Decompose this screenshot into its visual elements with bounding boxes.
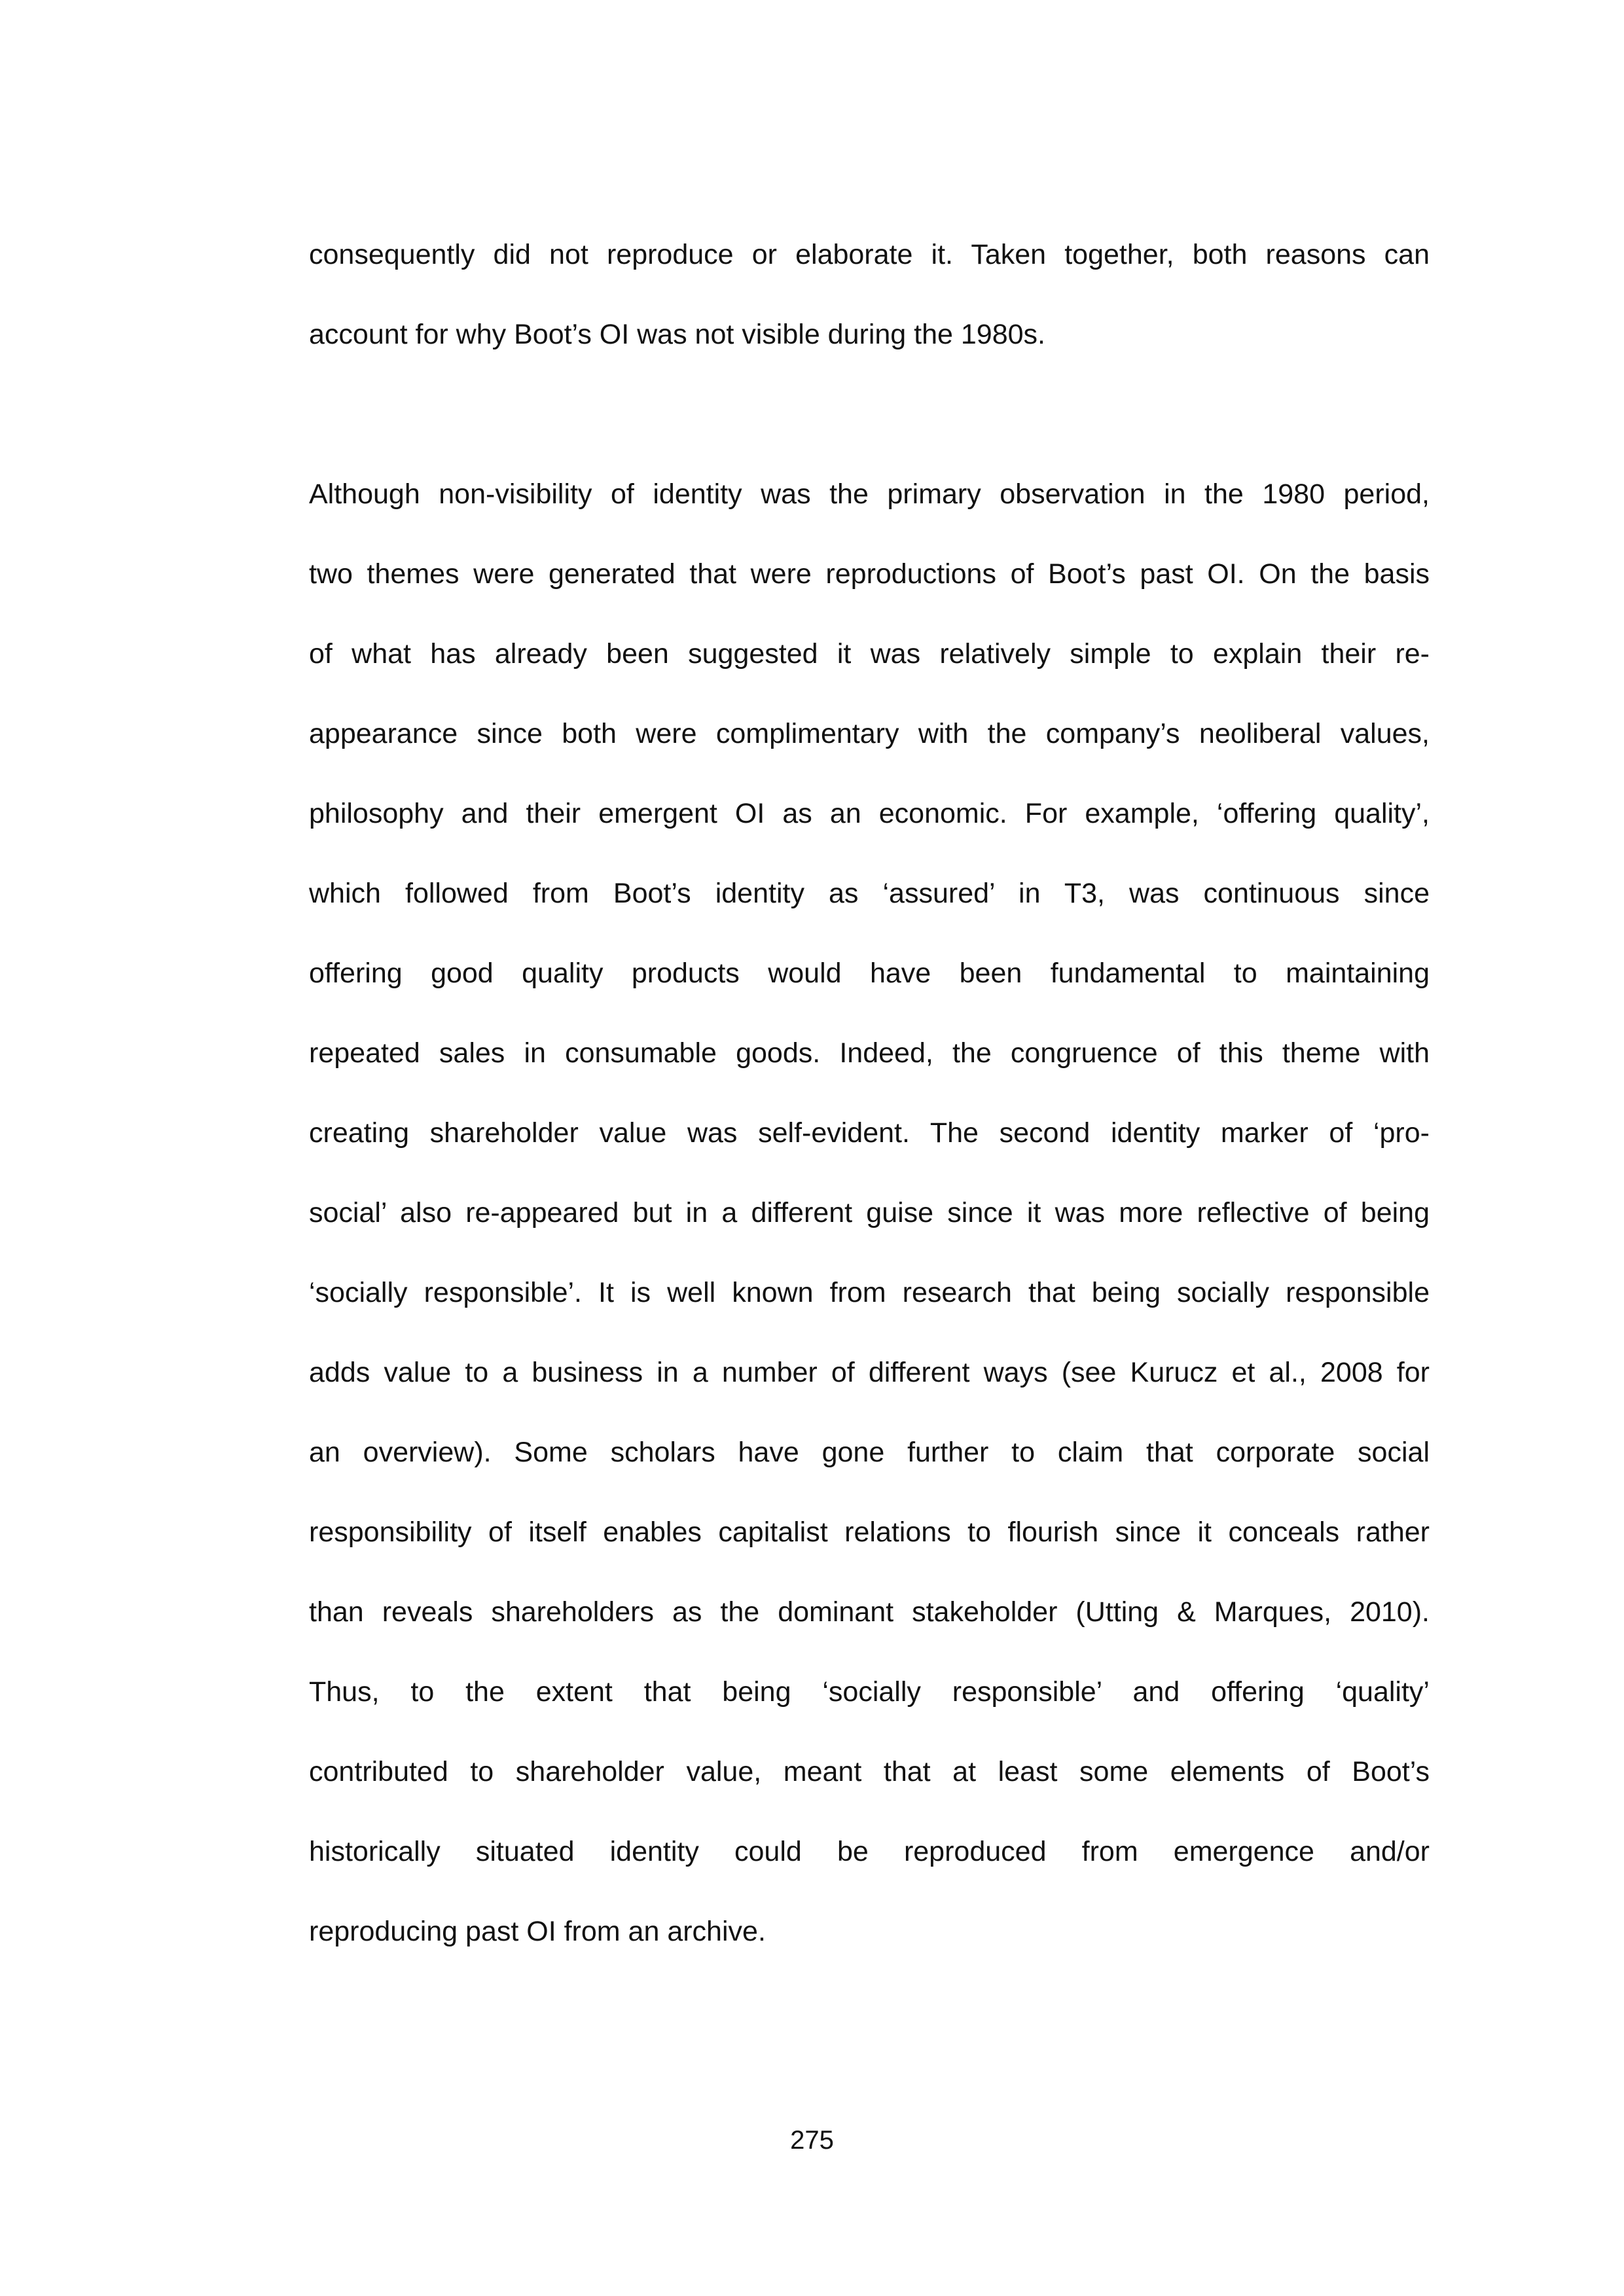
paragraph-line: contributed to shareholder value, meant that at least some elements of Boot’s: [309, 1756, 1430, 1787]
paragraph-line: historically situated identity could be reproduced from emergence and/or: [309, 1836, 1430, 1867]
paragraph-line: reproducing past OI from an archive.: [309, 1916, 766, 1947]
paragraph-line: responsibility of itself enables capitalist relations to flourish since it conceals rather: [309, 1516, 1430, 1548]
paragraph-line: consequently did not reproduce or elaborate it. Taken together, both reasons can: [309, 239, 1430, 270]
paragraph-line: Although non-visibility of identity was the primary observation in the 1980 period,: [309, 478, 1430, 510]
paragraph-line: an overview). Some scholars have gone further to claim that corporate social: [309, 1437, 1430, 1468]
paragraph-line: social’ also re-appeared but in a different guise since it was more reflective of being: [309, 1197, 1430, 1229]
paragraph-line: adds value to a business in a number of different ways (see Kurucz et al., 2008 for: [309, 1357, 1430, 1388]
paragraph-line: philosophy and their emergent OI as an economic. For example, ‘offering quality’,: [309, 798, 1430, 829]
paragraph-1: [309, 215, 1430, 374]
paragraph-line: account for why Boot’s OI was not visible during the 1980s.: [309, 319, 1045, 350]
paragraph-line: offering good quality products would have been fundamental to maintaining: [309, 958, 1430, 989]
page-number: 275: [790, 2126, 834, 2155]
paragraph-2: [309, 454, 1430, 1971]
paragraph-line: Thus, to the extent that being ‘socially responsible’ and offering ‘quality’: [309, 1676, 1430, 1708]
paragraph-line: of what has already been suggested it was relatively simple to explain their re-: [309, 638, 1430, 670]
paragraph-line: than reveals shareholders as the dominant stakeholder (Utting & Marques, 2010).: [309, 1596, 1430, 1628]
paragraph-line: ‘socially responsible’. It is well known from research that being socially responsible: [309, 1277, 1430, 1308]
paragraph-line: two themes were generated that were reproductions of Boot’s past OI. On the basis: [309, 558, 1430, 590]
paragraph-line: which followed from Boot’s identity as ‘assured’ in T3, was continuous since: [309, 878, 1430, 909]
paragraph-line: appearance since both were complimentary with the company’s neoliberal values,: [309, 718, 1430, 749]
paragraph-line: repeated sales in consumable goods. Indeed, the congruence of this theme with: [309, 1037, 1430, 1069]
paragraph-line: creating shareholder value was self-evident. The second identity marker of ‘pro-: [309, 1117, 1430, 1149]
